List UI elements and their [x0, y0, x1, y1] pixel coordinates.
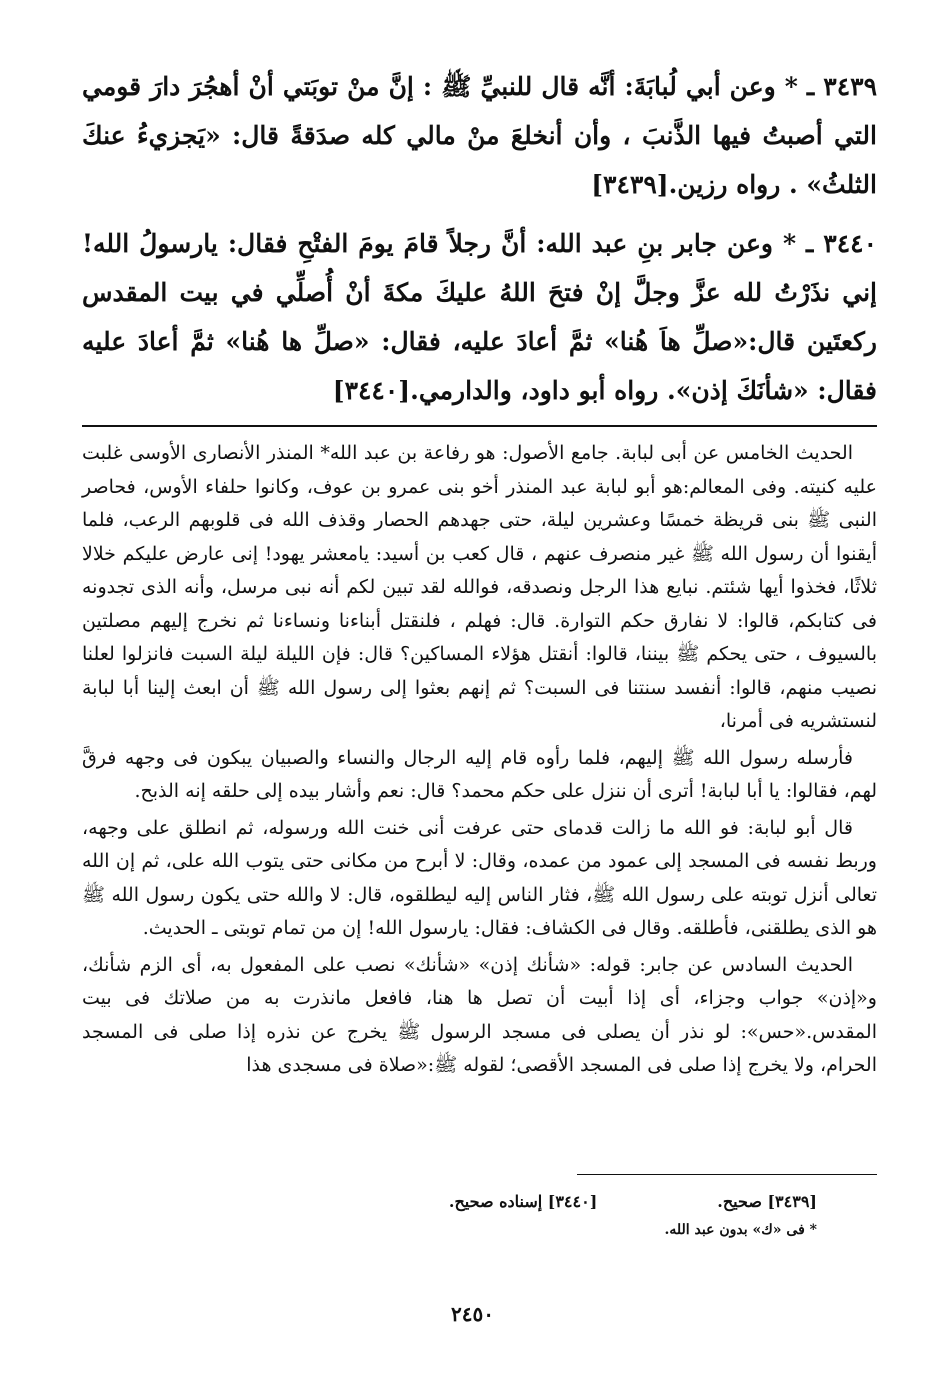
- hadith-number: ٣٤٤٠: [823, 229, 877, 258]
- footnote-divider: [577, 1174, 877, 1175]
- hadith-text: ـ * وعن جابر بنِ عبد الله: أنَّ رجلاً قامَ يومَ الفتْحِ فقال: يارسولُ الله! إني نذَرْتُ لله عزَّ وجلَّ إنْ فتحَ اللهُ عليكَ مكةَ أنْ أُصلِّي في بيت المقدس ركعتَين قال:«صلِّ هاَ هُنا» ثمَّ أعادَ عليه، فقال: «صلِّ ها هُنا» ثمَّ أعادَ عليه فقال: «شأنَكَ إذن». رواه أبو داود، والدارمي.[٣٤٤٠]: [82, 229, 877, 405]
- commentary-paragraph: فأرسله رسول الله ﷺ إليهم، فلما رأوه قام إليه الرجال والنساء والصبيان يبكون فى وجهه فرقَّ لهم، فقالوا: يا أبا لبابة! أترى أن ننزل على حكم محمد؟ قال: نعم وأشار بيده إلى حلقه إنه الذبح.: [82, 746, 877, 802]
- commentary-paragraph: الحديث الخامس عن أبى لبابة. جامع الأصول: هو رفاعة بن عبد الله* المنذر الأنصارى الأوسى غلبت عليه كنيته. وفى المعالم:هو أبو لبابة عبد المنذر أخو بنى عمرو بن عوف، وكانوا حلفاء الأوس، فحاصر النبى ﷺ بنى قريظة خمسًا وعشرين ليلة، حتى جهدهم الحصار وقذف الله فى قلوبهم الرعب، فلما أيقنوا أن رسول الله ﷺ غير منصرف عنهم ، قال كعب بن أسيد: يامعشر يهود! إنى عارض عليكم خلالا ثلاثًا، فخذوا أيها شئتم. نبايع هذا الرجل ونصدقه، فوالله لقد تبين لكم أنه نبى مرسل، وأنه الذى تجدونه فى كتابكم، قالوا: لا نفارق حكم التوارة. قال: فهلم ، فلنقتل أبناءنا ونساءنا ثم نخرج إليهم مصلتين بالسيوف ، حتى يحكم ﷺ بيننا، قالوا: أنقتل هؤلاء المساكين؟ قال: فإن الليلة ليلة السبت فانزلوا لعلنا نصيب منهم، قالوا: أنفسد سنتنا فى السبت؟ ثم إنهم بعثوا إلى رسول الله ﷺ أن ابعث إلينا أبا لبابة لنستشريه فى أمرنا،: [82, 442, 877, 732]
- hadith-number: ٣٤٣٩: [823, 72, 877, 101]
- section-divider: [82, 425, 877, 427]
- hadith-3440: [82, 219, 877, 415]
- commentary: [82, 437, 877, 1083]
- hadith-3439: [82, 62, 877, 209]
- page-number: ٢٤٥٠: [451, 1302, 494, 1326]
- footnotes: [82, 1188, 877, 1244]
- footnote-star: * فى «ك» بدون عبد الله.: [664, 1222, 817, 1238]
- page-body: [82, 62, 877, 1086]
- commentary-paragraph: قال أبو لبابة: فو الله ما زالت قدماى حتى عرفت أنى خنت الله ورسوله، ثم انطلق على وجهه، وربط نفسه فى المسجد إلى عمود من عمده، وقال: لا أبرح من مكانى حتى يتوب الله على، ثم إن الله تعالى أنزل توبته على رسول الله ﷺ، فثار الناس إليه ليطلقوه، قال: لا والله حتى يكون رسول الله ﷺ هو الذى يطلقنى، فأطلقه. وقال فى الكشاف: فقال: يارسول الله! إن من تمام توبتى ـ الحديث.: [82, 816, 877, 939]
- commentary-paragraph: الحديث السادس عن جابر: قوله: «شأنك إذن» «شأنك» نصب على المفعول به، أى الزم شأنك، و«إذن» جواب وجزاء، أى إذا أبيت أن تصل ها هنا، فافعل مانذرت به من صلاتك فى بيت المقدس.«حس»: لو نذر أن يصلى فى مسجد الرسول ﷺ يخرج عن نذره إذا صلى فى المسجد الحرام، ولا يخرج إذا صلى فى المسجد الأقصى؛ لقوله ﷺ:«صلاة فى مسجدى هذا: [82, 953, 877, 1076]
- hadith-text: ـ * وعن أبي لُبابَةَ: أنَّه قال للنبيِّ ﷺ : إنَّ منْ توبَتي أنْ أهجُرَ دارَ قومي التي أصبتُ فيها الذَّنبَ ، وأن أنخلعَ منْ مالي كله صدَقةً قال: «يَجزيءُ عنكَ الثلثُ» . رواه رزين.[٣٤٣٩]: [82, 72, 877, 199]
- footnote-row: [82, 1188, 877, 1216]
- footnote-3439: [٣٤٣٩] صحيح.: [717, 1192, 817, 1211]
- footnote-3440: [٣٤٤٠] إسناده صحيح.: [448, 1192, 598, 1211]
